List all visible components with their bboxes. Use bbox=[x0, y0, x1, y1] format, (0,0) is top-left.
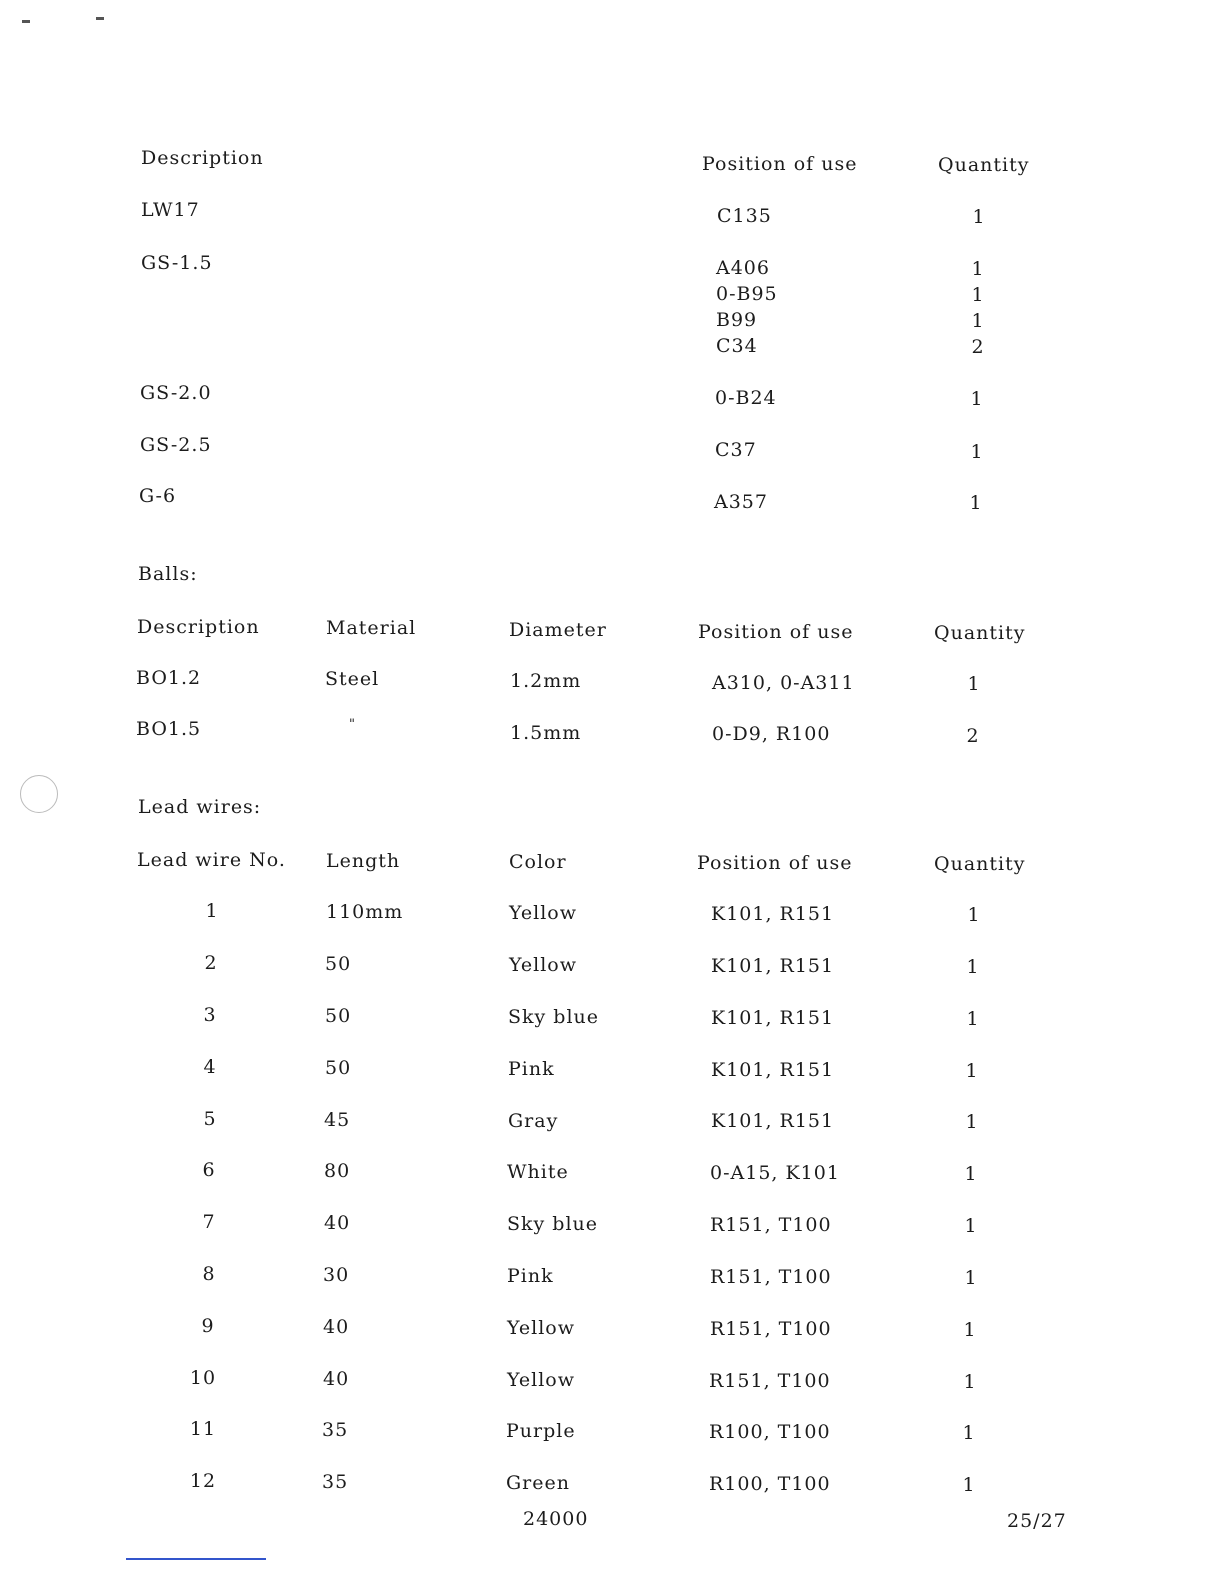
lead-row-color: Yellow bbox=[507, 1369, 575, 1391]
lead-row-color: Pink bbox=[507, 1265, 554, 1287]
lead-row-quantity: 1 bbox=[965, 1060, 979, 1082]
parts-row-quantity: 1 bbox=[972, 206, 986, 228]
parts-row-quantity: 1 bbox=[971, 258, 985, 280]
lead-row-color: White bbox=[507, 1161, 569, 1183]
parts-row-position: A406 bbox=[716, 257, 770, 279]
parts-header-description: Description bbox=[141, 147, 264, 169]
lead-row-position: R151, T100 bbox=[710, 1266, 832, 1288]
lead-row-color: Sky blue bbox=[508, 1006, 600, 1028]
lead-row-no: 5 bbox=[203, 1108, 217, 1130]
lead-row-color: Yellow bbox=[509, 954, 577, 976]
lead-row-no: 9 bbox=[201, 1315, 215, 1337]
lead-row-quantity: 1 bbox=[964, 1215, 978, 1237]
lead-row-no: 11 bbox=[189, 1418, 217, 1440]
lead-row-position: K101, R151 bbox=[711, 1059, 835, 1081]
lead-row-color: Green bbox=[506, 1472, 570, 1494]
lead-row-color: Gray bbox=[508, 1110, 559, 1132]
lead-row-length: 50 bbox=[325, 1005, 352, 1027]
lead-row-length: 50 bbox=[325, 1057, 352, 1079]
lead-header-position: Position of use bbox=[697, 852, 853, 874]
parts-row-quantity: 1 bbox=[971, 310, 985, 332]
lead-row-position: K101, R151 bbox=[711, 955, 835, 977]
lead-header-quantity: Quantity bbox=[934, 853, 1026, 875]
lead-row-quantity: 1 bbox=[962, 1474, 976, 1496]
balls-row-position: A310, 0-A311 bbox=[712, 672, 855, 694]
balls-row-material: " bbox=[349, 717, 356, 732]
doc-number: 24000 bbox=[523, 1508, 589, 1530]
blue-underline bbox=[126, 1558, 266, 1560]
parts-row-position: B99 bbox=[716, 309, 758, 331]
parts-row-position: C34 bbox=[716, 335, 758, 357]
lead-row-length: 110mm bbox=[326, 901, 404, 923]
parts-row-quantity: 1 bbox=[969, 492, 983, 514]
lead-row-length: 80 bbox=[324, 1160, 351, 1182]
lead-header-no: Lead wire No. bbox=[137, 849, 286, 871]
lead-row-no: 4 bbox=[203, 1056, 217, 1078]
balls-row-material: Steel bbox=[325, 668, 380, 690]
parts-row-position: 0-B24 bbox=[715, 387, 777, 409]
lead-row-no: 12 bbox=[189, 1470, 217, 1492]
lead-row-no: 8 bbox=[202, 1263, 216, 1285]
lead-row-quantity: 1 bbox=[964, 1163, 978, 1185]
page-number: 25/27 bbox=[1007, 1510, 1067, 1532]
lead-row-no: 7 bbox=[202, 1211, 216, 1233]
lead-row-position: R100, T100 bbox=[709, 1473, 831, 1495]
balls-row-description: BO1.2 bbox=[136, 667, 202, 689]
lead-header-length: Length bbox=[326, 850, 401, 872]
lead-row-color: Sky blue bbox=[507, 1213, 599, 1235]
lead-row-position: R100, T100 bbox=[709, 1421, 831, 1443]
balls-row-description: BO1.5 bbox=[136, 718, 202, 740]
parts-header-position: Position of use bbox=[702, 153, 858, 175]
balls-row-position: 0-D9, R100 bbox=[712, 723, 831, 745]
lead-row-color: Yellow bbox=[507, 1317, 575, 1339]
parts-row-quantity: 1 bbox=[970, 388, 984, 410]
lead-row-position: K101, R151 bbox=[711, 903, 835, 925]
balls-header-description: Description bbox=[137, 616, 260, 638]
lead-row-color: Purple bbox=[506, 1420, 576, 1442]
lead-row-position: K101, R151 bbox=[711, 1007, 835, 1029]
parts-row-description: G-6 bbox=[139, 485, 177, 507]
lead-row-color: Yellow bbox=[509, 902, 577, 924]
lead-row-quantity: 1 bbox=[963, 1319, 977, 1341]
parts-header-quantity: Quantity bbox=[938, 154, 1030, 176]
lead-row-position: R151, T100 bbox=[709, 1370, 831, 1392]
parts-row-description: GS-1.5 bbox=[141, 252, 213, 274]
lead-row-length: 40 bbox=[324, 1212, 351, 1234]
parts-row-quantity: 2 bbox=[971, 336, 985, 358]
lead-row-quantity: 1 bbox=[963, 1371, 977, 1393]
lead-row-quantity: 1 bbox=[966, 956, 980, 978]
parts-row-quantity: 1 bbox=[971, 284, 985, 306]
lead-row-position: K101, R151 bbox=[711, 1110, 835, 1132]
parts-row-description: GS-2.0 bbox=[140, 382, 212, 404]
parts-row-position: A357 bbox=[714, 491, 768, 513]
parts-row-position: C135 bbox=[717, 205, 772, 227]
scan-mark bbox=[22, 20, 30, 23]
lead-row-length: 40 bbox=[323, 1368, 350, 1390]
lead-row-length: 40 bbox=[323, 1316, 350, 1338]
lead-row-quantity: 1 bbox=[966, 1008, 980, 1030]
lead-row-quantity: 1 bbox=[962, 1422, 976, 1444]
balls-header-diameter: Diameter bbox=[509, 619, 607, 641]
parts-row-position: C37 bbox=[715, 439, 757, 461]
lead-row-length: 35 bbox=[322, 1471, 349, 1493]
parts-row-description: LW17 bbox=[141, 199, 200, 221]
lead-header-color: Color bbox=[509, 851, 567, 873]
lead-row-length: 30 bbox=[323, 1264, 350, 1286]
lead-row-no: 1 bbox=[205, 900, 219, 922]
lead-row-no: 6 bbox=[202, 1159, 216, 1181]
balls-row-diameter: 1.5mm bbox=[510, 722, 582, 744]
scan-mark bbox=[96, 17, 104, 20]
balls-heading: Balls: bbox=[138, 563, 198, 585]
lead-row-length: 35 bbox=[322, 1419, 349, 1441]
parts-row-description: GS-2.5 bbox=[140, 434, 212, 456]
lead-row-length: 50 bbox=[325, 953, 352, 975]
parts-row-position: 0-B95 bbox=[716, 283, 778, 305]
punch-hole bbox=[20, 775, 58, 813]
lead-row-no: 2 bbox=[204, 952, 218, 974]
parts-row-quantity: 1 bbox=[970, 441, 984, 463]
lead-row-quantity: 1 bbox=[965, 1111, 979, 1133]
balls-row-quantity: 2 bbox=[966, 725, 980, 747]
lead-wires-heading: Lead wires: bbox=[138, 796, 262, 818]
lead-row-position: 0-A15, K101 bbox=[710, 1162, 840, 1184]
balls-header-position: Position of use bbox=[698, 621, 854, 643]
lead-row-position: R151, T100 bbox=[710, 1214, 832, 1236]
lead-row-quantity: 1 bbox=[964, 1267, 978, 1289]
lead-row-length: 45 bbox=[324, 1109, 351, 1131]
lead-row-position: R151, T100 bbox=[710, 1318, 832, 1340]
balls-row-quantity: 1 bbox=[967, 673, 981, 695]
balls-header-quantity: Quantity bbox=[934, 622, 1026, 644]
balls-header-material: Material bbox=[326, 617, 417, 639]
balls-row-diameter: 1.2mm bbox=[510, 670, 582, 692]
lead-row-no: 3 bbox=[203, 1004, 217, 1026]
lead-row-color: Pink bbox=[508, 1058, 555, 1080]
lead-row-no: 10 bbox=[189, 1367, 217, 1389]
lead-row-quantity: 1 bbox=[967, 904, 981, 926]
